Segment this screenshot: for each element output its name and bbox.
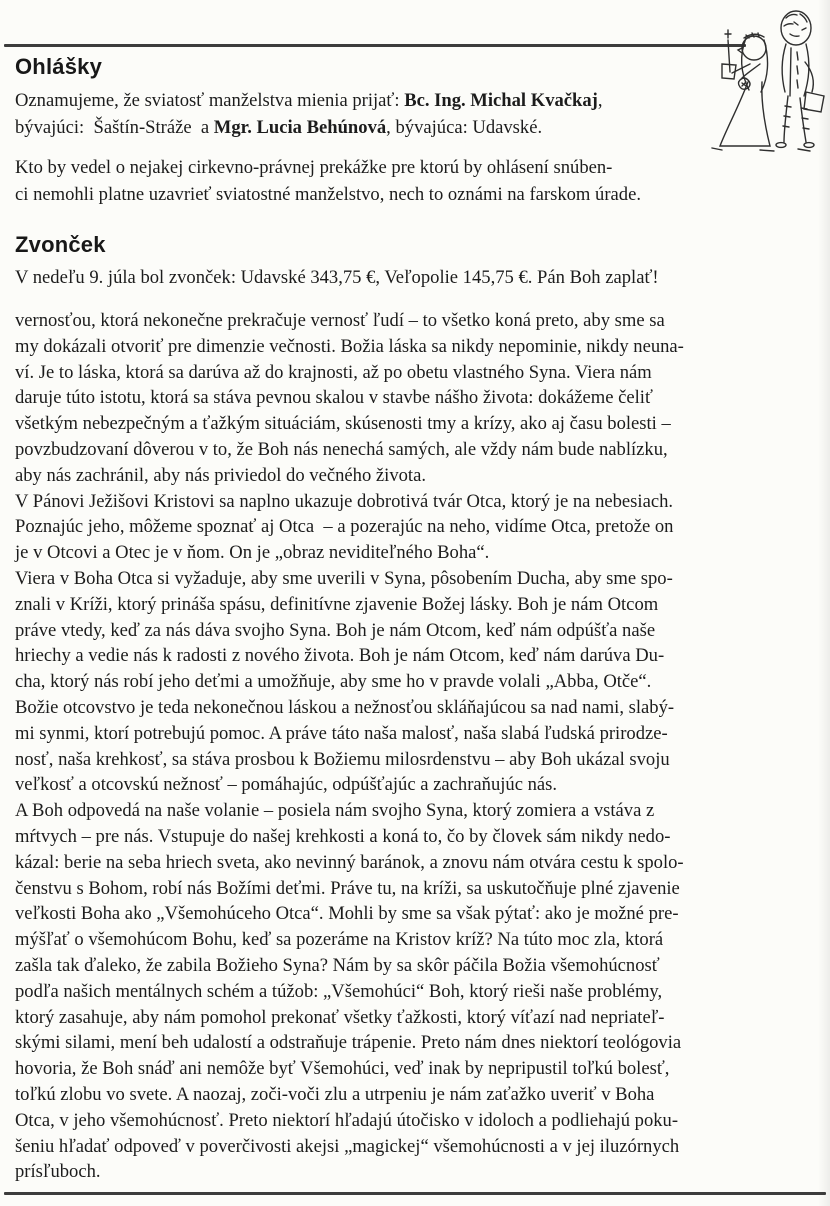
article-line: cha, ktorý nás robí jeho deťmi a umožňuje, aby sme ho v pravde volali „Abba, Otče“. <box>15 671 652 693</box>
article-line: povzbudzovaní dôverou v to, že Boh nás nenechá samých, ale vždy nám bude nablízku, <box>15 438 668 460</box>
article-line: prísľuboch. <box>15 1161 101 1183</box>
bottom-divider <box>4 1192 826 1195</box>
article-line: vernosťou, ktorá nekonečne prekračuje vernosť ľudí – to všetko koná preto, aby sme sa <box>15 310 665 331</box>
article-line: Otca, v jeho všemohúcnosť. Preto niektorí hľadajú útočisko v idoloch a podliehajú poku- <box>15 1109 679 1131</box>
article-line: práve vtedy, keď za nás dáva svojho Syna. Boh je nám Otcom, keď nám odpúšťa naše <box>15 619 656 641</box>
article-line: veľkosti Boha ako „Všemohúceho Otca“. Mohli by sme sa však pýtať: ako je možné pre- <box>15 903 679 925</box>
article-line: mýšľať o všemohúcom Bohu, keď sa pozeráme na Kristov kríž? Na túto moc zla, ktorá <box>15 929 664 951</box>
notice-line-2: ci nemohli platne uzavrieť sviatostné manželstvo, nech to oznámi na farskom úrade. <box>15 184 641 205</box>
zvoncek-collection-line: V nedeľu 9. júla bol zvonček: Udavské 343,75 €, Veľopolie 145,75 €. Pán Boh zaplať! <box>15 267 659 288</box>
zvoncek-heading: Zvonček <box>15 232 106 257</box>
article-line: šeniu hľadať odpoveď v poverčivosti akejsi „magickej“ všemohúcnosti a v jej iluzórnych <box>15 1135 680 1157</box>
article-line: veľkosť a otcovskú nežnosť – pomáhajúc, odpúšťajúc a zachraňujúc nás. <box>15 774 558 796</box>
notice-paragraph <box>15 154 820 208</box>
article-line: aby nás zachránil, aby nás priviedol do večného života. <box>15 464 426 486</box>
announcement-paragraph <box>15 87 820 141</box>
article-line: všetkým nebezpečným a ťažkým situáciám, skúsenosti tmy a krízy, ako aj času bolesti – <box>15 413 671 435</box>
announcement-intro: Oznamujeme, že sviatosť manželstva mienia prijať: <box>15 90 405 111</box>
article-line: podľa našich mentálnych schém a túžob: „Všemohúci“ Boh, ktorý rieši naše problémy, <box>15 980 663 1002</box>
announcement-line-2 <box>15 114 820 141</box>
article-line: ví. Je to láska, ktorá sa darúva až do krajnosti, až po obetu vlastného Syna. Viera nám <box>15 361 652 383</box>
groom-residence: bývajúci: Šaštín-Stráže a <box>15 117 214 138</box>
article-line: mi synmi, ktorí potrebujú pomoc. A práve táto naša malosť, naša slabá ľudská prirodze- <box>15 722 668 744</box>
article-line: skými silami, mení beh udalostí a odstraňuje trápenie. Preto nám dnes niektorí teológovia <box>15 1032 682 1054</box>
bride-name: Mgr. Lucia Behúnová <box>213 117 387 138</box>
article-line: toľkú zlobu vo svete. A naozaj, zoči-voči zlu a utrpeniu je nám zaťažko uveriť v Boha <box>15 1083 655 1105</box>
article-line: kázal: berie na seba hriech sveta, ako nevinný baránok, a znovu nám otvára cestu k spolo- <box>15 851 684 873</box>
article-line: my dokázali otvoriť pre dimenzie večnosti. Božia láska sa nikdy nepominie, nikdy neuna- <box>15 335 684 357</box>
article-line: Viera v Boha Otca si vyžaduje, aby sme uverili v Syna, pôsobením Ducha, aby sme spo- <box>15 567 673 589</box>
page-content <box>15 54 820 1185</box>
notice-line-1: Kto by vedel o nejakej cirkevno-právnej prekážke pre ktorú by ohlásení snúben- <box>15 157 613 178</box>
article-body <box>15 308 820 1185</box>
article-line: znali v Kríži, ktorý prináša spásu, definitívne zjavenie Božej lásky. Boh je nám Otcom <box>15 593 659 615</box>
zvoncek-paragraph <box>15 264 820 291</box>
article-line: A Boh odpovedá na naše volanie – posiela nám svojho Syna, ktorý zomiera a vstáva z <box>15 800 655 822</box>
announcement-comma: , <box>597 90 603 111</box>
announcement-line-1 <box>15 87 820 114</box>
bride-residence: , bývajúca: Udavské. <box>386 117 543 138</box>
article-line: mŕtvych – pre nás. Vstupuje do našej krehkosti a koná to, čo by človek sám nikdy nedo- <box>15 825 671 847</box>
article-line: V Pánovi Ježišovi Kristovi sa naplno ukazuje dobrotivá tvár Otca, ktorý je na nebesiach. <box>15 490 674 512</box>
article-line: daruje túto istotu, ktorá sa stáva pevnou skalou v stavbe nášho života: dokážeme čeliť <box>15 387 653 409</box>
article-line: čenstvu s Bohom, robí nás Božími deťmi. Práve tu, na kríži, sa uskutočňuje plné zjavenie <box>15 877 680 899</box>
ohlasky-heading: Ohlášky <box>15 54 103 79</box>
article-line: nosť, naša krehkosť, sa stáva prosbou k Božiemu milosrdenstvu – aby Boh ukázal svoju <box>15 748 670 770</box>
article-line: ktorý zasahuje, aby nám pomohol prekonať všetky ťažkosti, ktorý víťazí nad nepriateľ- <box>15 1006 665 1028</box>
article-line: Poznajúc jeho, môžeme spoznať aj Otca – a pozerajúc na neho, vidíme Otca, pretože on <box>15 516 674 538</box>
top-divider <box>4 44 746 47</box>
article-line: zašla tak ďaleko, že zabila Božieho Syna? Nám by sa skôr páčila Božia všemohúcnosť <box>15 954 660 976</box>
article-line: hovoria, že Boh snáď ani nemôže byť Všemohúci, veď inak by nepripustil toľkú bolesť, <box>15 1058 670 1080</box>
groom-name: Bc. Ing. Michal Kvačkaj <box>404 90 598 111</box>
article-line: Božie otcovstvo je teda nekonečnou láskou a nežnosťou skláňajúcou sa nad nami, slabý- <box>15 696 675 718</box>
article-line: je v Otcovi a Otec je v ňom. On je „obraz neviditeľného Boha“. <box>15 542 490 564</box>
article-line: hriechy a vedie nás k radosti z nového života. Boh je nám Otcom, keď nám darúva Du- <box>15 645 665 667</box>
